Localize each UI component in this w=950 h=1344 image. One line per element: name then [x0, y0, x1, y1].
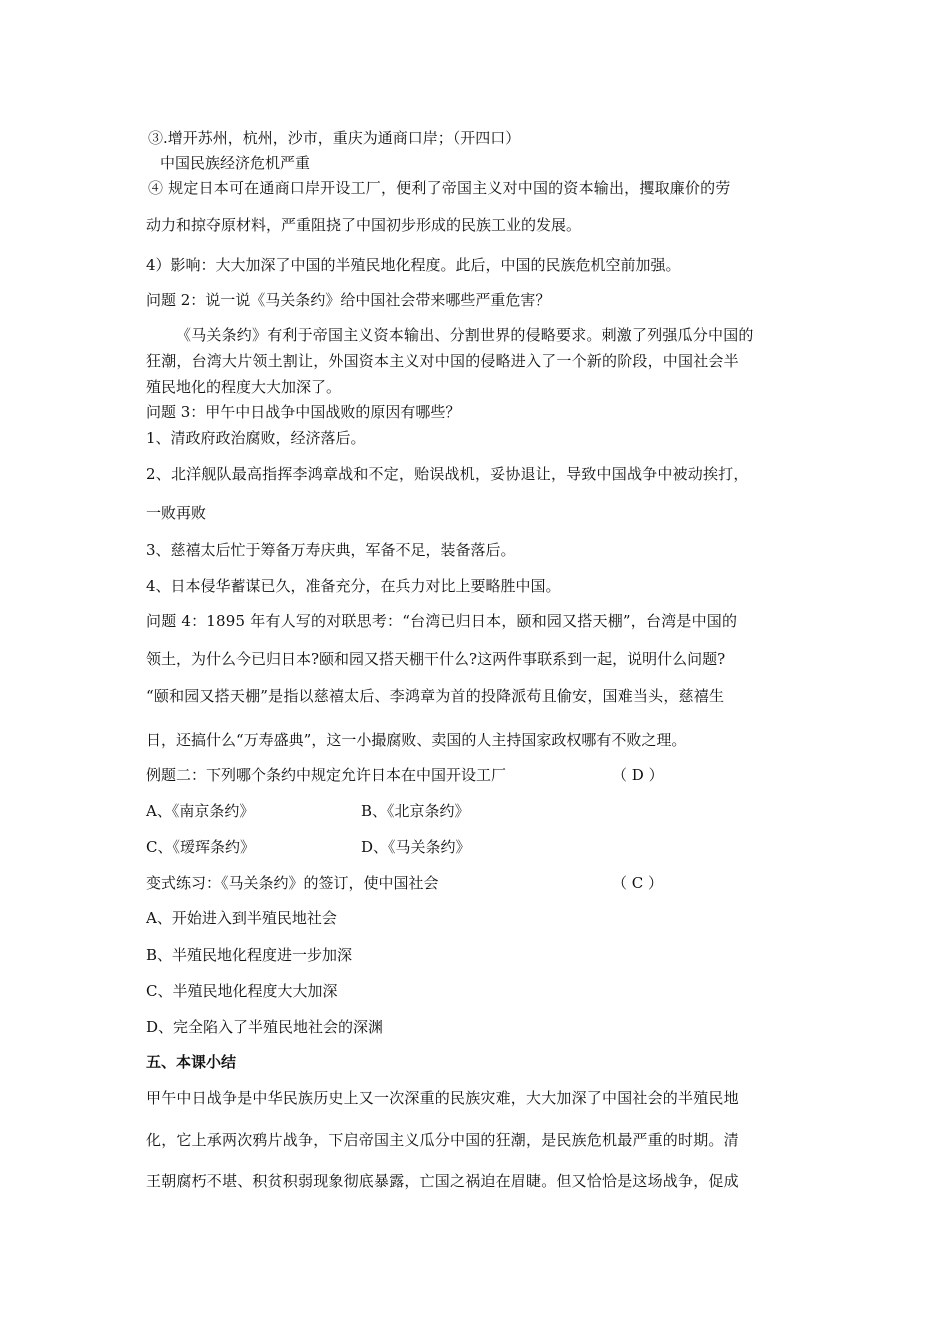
- question-heading: 问题 4：1895 年有人写的对联思考：“台湾已归日本，颐和园又搭天棚”，台湾是中国的: [146, 612, 738, 630]
- text-line: 领土，为什么今已归日本?颐和园又搭天棚干什么?这两件事联系到一起，说明什么问题?: [146, 650, 726, 668]
- text-line: ④ 规定日本可在通商口岸开设工厂，便利了帝国主义对中国的资本输出，攫取廉价的劳: [148, 179, 731, 197]
- text-line: 一败再败: [146, 504, 207, 522]
- text-line: 动力和掠夺原材料，严重阻挠了中国初步形成的民族工业的发展。: [146, 216, 582, 234]
- text-line: 4、日本侵华蓄谋已久，准备充分，在兵力对比上要略胜中国。: [146, 577, 561, 595]
- example-question: [146, 765, 506, 785]
- text-line: 甲午中日战争是中华民族历史上又一次深重的民族灾难，大大加深了中国社会的半殖民地: [146, 1089, 739, 1107]
- text-line: 日，还搞什么“万寿盛典”，这一小撮腐败、卖国的人主持国家政权哪有不败之理。: [146, 731, 687, 749]
- option-a: A、《南京条约》: [146, 802, 255, 820]
- text-line: 2、北洋舰队最高指挥李鸿章战和不定，贻误战机，妥协退让，导致中国战争中被动挨打，: [146, 465, 749, 483]
- text-line: “颐和园又搭天棚”是指以慈禧太后、李鸿章为首的投降派苟且偷安，国难当头，慈禧生: [146, 687, 725, 705]
- option-c: C、《瑷珲条约》: [146, 838, 255, 856]
- section-heading: 五、本课小结: [146, 1053, 237, 1071]
- practice-option-c: C、半殖民地化程度大大加深: [146, 982, 338, 1000]
- text-line: 王朝腐朽不堪、积贫积弱现象彻底暴露，亡国之祸迫在眉睫。但又恰恰是这场战争，促成: [146, 1172, 739, 1190]
- text-line: 殖民地化的程度大大加深了。: [146, 378, 342, 396]
- text-line: 《马关条约》有利于帝国主义资本输出、分割世界的侵略要求。刺激了列强瓜分中国的: [176, 326, 754, 344]
- practice-option-b: B、半殖民地化程度进一步加深: [146, 946, 353, 964]
- text-line: 1、清政府政治腐败，经济落后。: [146, 429, 366, 447]
- practice-question: 变式练习：《马关条约》的签订，使中国社会: [146, 874, 439, 892]
- question-heading: 问题 3：甲午中日战争中国战败的原因有哪些？: [146, 403, 461, 421]
- practice-option-a: A、开始进入到半殖民地社会: [146, 909, 337, 927]
- practice-answer: （ C ）: [612, 874, 664, 892]
- option-d: D、《马关条约》: [361, 838, 471, 856]
- practice-option-d: D、完全陷入了半殖民地社会的深渊: [146, 1018, 384, 1036]
- text-line: 4）影响：大大加深了中国的半殖民地化程度。此后，中国的民族危机空前加强。: [146, 256, 681, 274]
- text-line: ③.增开苏州，杭州，沙市，重庆为通商口岸；（开四口）: [148, 129, 521, 147]
- question-heading: 问题 2：说一说《马关条约》给中国社会带来哪些严重危害？: [146, 291, 551, 309]
- text-line: 化，它上承两次鸦片战争，下启帝国主义瓜分中国的狂潮，是民族危机最严重的时期。清: [146, 1131, 739, 1149]
- text-line: 中国民族经济危机严重: [160, 154, 311, 172]
- example-answer: （ D ）: [612, 766, 664, 784]
- text-line: 3、慈禧太后忙于筹备万寿庆典，军备不足，装备落后。: [146, 541, 516, 559]
- example-question-text: 例题二：下列哪个条约中规定允许日本在中国开设工厂: [146, 766, 507, 784]
- text-line: 狂潮，台湾大片领土割让，外国资本主义对中国的侵略进入了一个新的阶段，中国社会半: [146, 352, 739, 370]
- option-b: B、《北京条约》: [361, 802, 470, 820]
